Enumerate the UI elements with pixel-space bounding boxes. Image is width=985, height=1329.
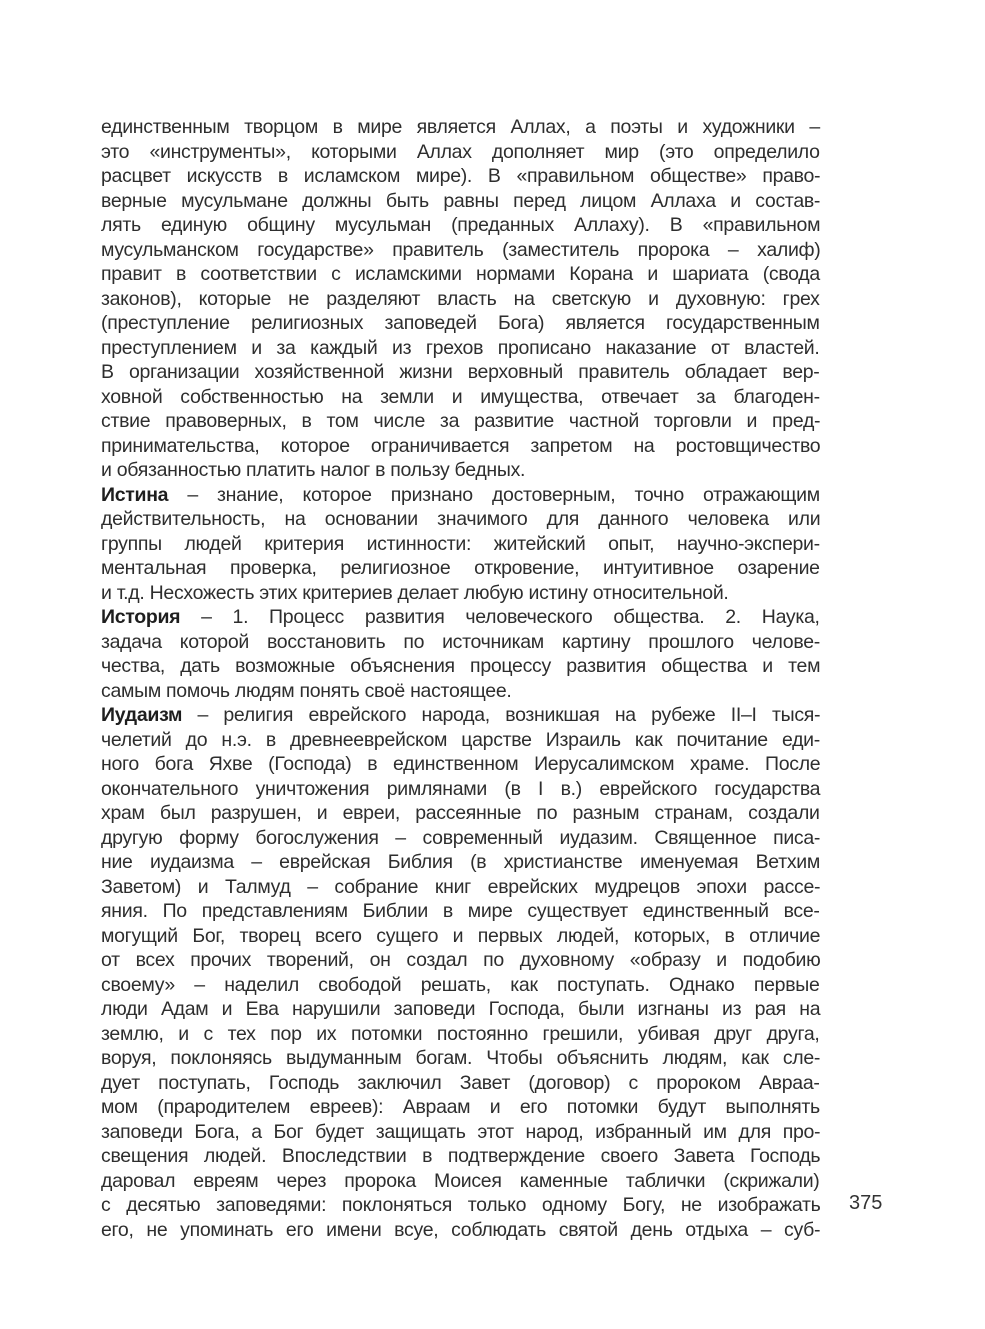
text-line [101,507,820,532]
text-line [101,1071,820,1096]
line-text: заповеди Бога, а Бог будет защищать этот народ, избранный им для про- [101,1120,821,1143]
line-text: расцвет искусств в исламском мире). В «правильном обществе» право- [101,165,821,187]
text-line [101,703,820,728]
page-body-text [101,115,820,1242]
line-text: чества, дать возможные объяснения процессу развития общества и тем [101,655,821,677]
line-text: храм был разрушен, и евреи, рассеянные по разным странам, создали [101,802,820,824]
text-line [101,850,820,875]
line-text: В организации хозяйственной жизни верховный правитель обладает вер- [101,361,820,383]
text-line [101,458,820,483]
line-text: единственным творцом в мире является Аллах, а поэты и художники – [101,116,820,138]
line-text: и т.д. Несхожесть этих критериев делает любую истину относительной. [101,581,729,604]
text-line [101,1193,820,1218]
glossary-term: Истина [101,483,169,506]
text-line [101,605,820,630]
line-text: задача которой восстановить по источникам картину прошлого челове- [101,630,820,653]
line-text: принимательства, которое ограничивается запретом на ростовщичество [101,434,821,457]
text-line [101,630,820,655]
line-text: мом (прародителем евреев): Авраам и его потомки будут выполнять [101,1096,820,1118]
line-text: даровал евреям через пророка Моисея каменные таблички (скрижали) [101,1169,820,1192]
line-text: действительность, на основании значимого для данного человека или [101,508,821,530]
glossary-entry [101,483,820,606]
text-line [101,997,820,1022]
text-line [101,311,820,336]
text-line [101,1095,820,1120]
line-text: его, не упоминать его имени всуе, соблюдать святой день отдыха – суб- [101,1218,821,1241]
text-line [101,213,820,238]
line-text: окончательного уничтожения римлянами (в I в.) еврейского государства [101,777,821,800]
text-line [101,728,820,753]
glossary-entry [101,703,820,1242]
text-line [101,948,820,973]
line-text: своему» – наделил свободой решать, как поступать. Однако первые [101,973,820,996]
text-line [101,164,820,189]
line-text: группы людей критерия истинности: житейский опыт, научно-экспери- [101,532,820,555]
text-line [101,1169,820,1194]
line-text: ховной собственностью на земли и имущества, отвечает за благоден- [101,385,820,408]
line-text: это «инструменты», которыми Аллах дополняет мир (это определило [101,140,820,163]
text-line [101,924,820,949]
text-line [101,556,820,581]
line-text: землю, и с тех пор их потомки постоянно грешили, убивая друг друга, [101,1022,820,1045]
glossary-term: Иудаизм [101,704,183,726]
text-line [101,189,820,214]
line-text: и обязанностью платить налог в пользу бедных. [101,459,526,481]
line-text: Заветом) и Талмуд – собрание книг еврейских мудрецов эпохи рассе- [101,875,821,898]
line-text: самым помочь людям понять своё настоящее. [101,679,512,702]
line-text: ного бога Яхве (Господа) в единственном Иерусалимском храме. После [101,753,821,775]
line-text: от всех прочих творений, он создал по духовному «образу и подобию [101,949,821,971]
line-text: яния. По представлениям Библии в мире существует единственный все- [101,900,820,922]
text-line [101,140,820,165]
line-text: мусульманском государстве» правитель (заместитель пророка – халиф) [101,238,821,261]
line-text: с десятью заповедями: поклоняться только одному Богу, не изображать [101,1194,821,1216]
text-line [101,875,820,900]
text-line [101,1046,820,1071]
text-line [101,336,820,361]
line-text: верные мусульмане должны быть равны перед лицом Аллаха и состав- [101,189,821,212]
line-text: преступлением и за каждый из грехов прописано наказание от властей. [101,336,820,359]
page-number: 375 [849,1192,883,1214]
line-text: могущий Бог, творец всего сущего и первых людей, которых, в отличие [101,924,821,947]
text-line [101,409,820,434]
text-line [101,777,820,802]
text-line [101,654,820,679]
text-line [101,826,820,851]
line-text: – знание, которое признано достоверным, точно отражающим [168,483,820,506]
text-line [101,262,820,287]
text-line [101,385,820,410]
line-text: дует поступать, Господь заключил Завет (договор) с пророком Авраа- [101,1071,820,1094]
line-text: ментальная проверка, религиозное откровение, интуитивное озарение [101,557,820,579]
line-text: законов), которые не разделяют власть на светскую и духовную: грех [101,287,820,310]
line-text: ствие правоверных, в том числе за развитие частной торговли и пред- [101,410,821,432]
glossary-term: История [101,606,181,628]
line-text: свещения людей. Впоследствии в подтверждение своего Завета Господь [101,1145,821,1167]
line-text: – 1. Процесс развития человеческого общества. 2. Наука, [180,606,820,628]
text-line [101,1218,820,1243]
line-text: правит в соответствии с исламскими нормами Корана и шариата (свода [101,263,820,285]
text-line [101,752,820,777]
text-line [101,238,820,263]
text-line [101,483,820,508]
text-line [101,287,820,312]
text-line [101,581,820,606]
text-line [101,1144,820,1169]
text-line [101,360,820,385]
line-text: люди Адам и Ева нарушили заповеди Господа, были изгнаны из рая на [101,998,821,1020]
text-line [101,434,820,459]
line-text: – религия еврейского народа, возникшая на рубеже II–I тыся- [182,704,821,726]
line-text: воруя, поклоняясь выдуманным богам. Чтобы объяснить людям, как сле- [101,1047,821,1069]
line-text: челетий до н.э. в древнееврейском царстве Израиль как почитание еди- [101,728,820,751]
line-text: лять единую общину мусульман (преданных Аллаху). В «правильном [101,214,821,236]
glossary-entry [101,605,820,703]
text-line [101,973,820,998]
line-text: ние иудаизма – еврейская Библия (в христианстве именуемая Ветхим [101,851,820,873]
text-line [101,1120,820,1145]
line-text: другую форму богослужения – современный иудазим. Священное писа- [101,826,821,849]
text-line [101,1022,820,1047]
text-line [101,532,820,557]
paragraph [101,115,820,483]
text-line [101,899,820,924]
text-line [101,115,820,140]
line-text: (преступление религиозных заповедей Бога) является государственным [101,312,820,334]
text-line [101,801,820,826]
text-line [101,679,820,704]
